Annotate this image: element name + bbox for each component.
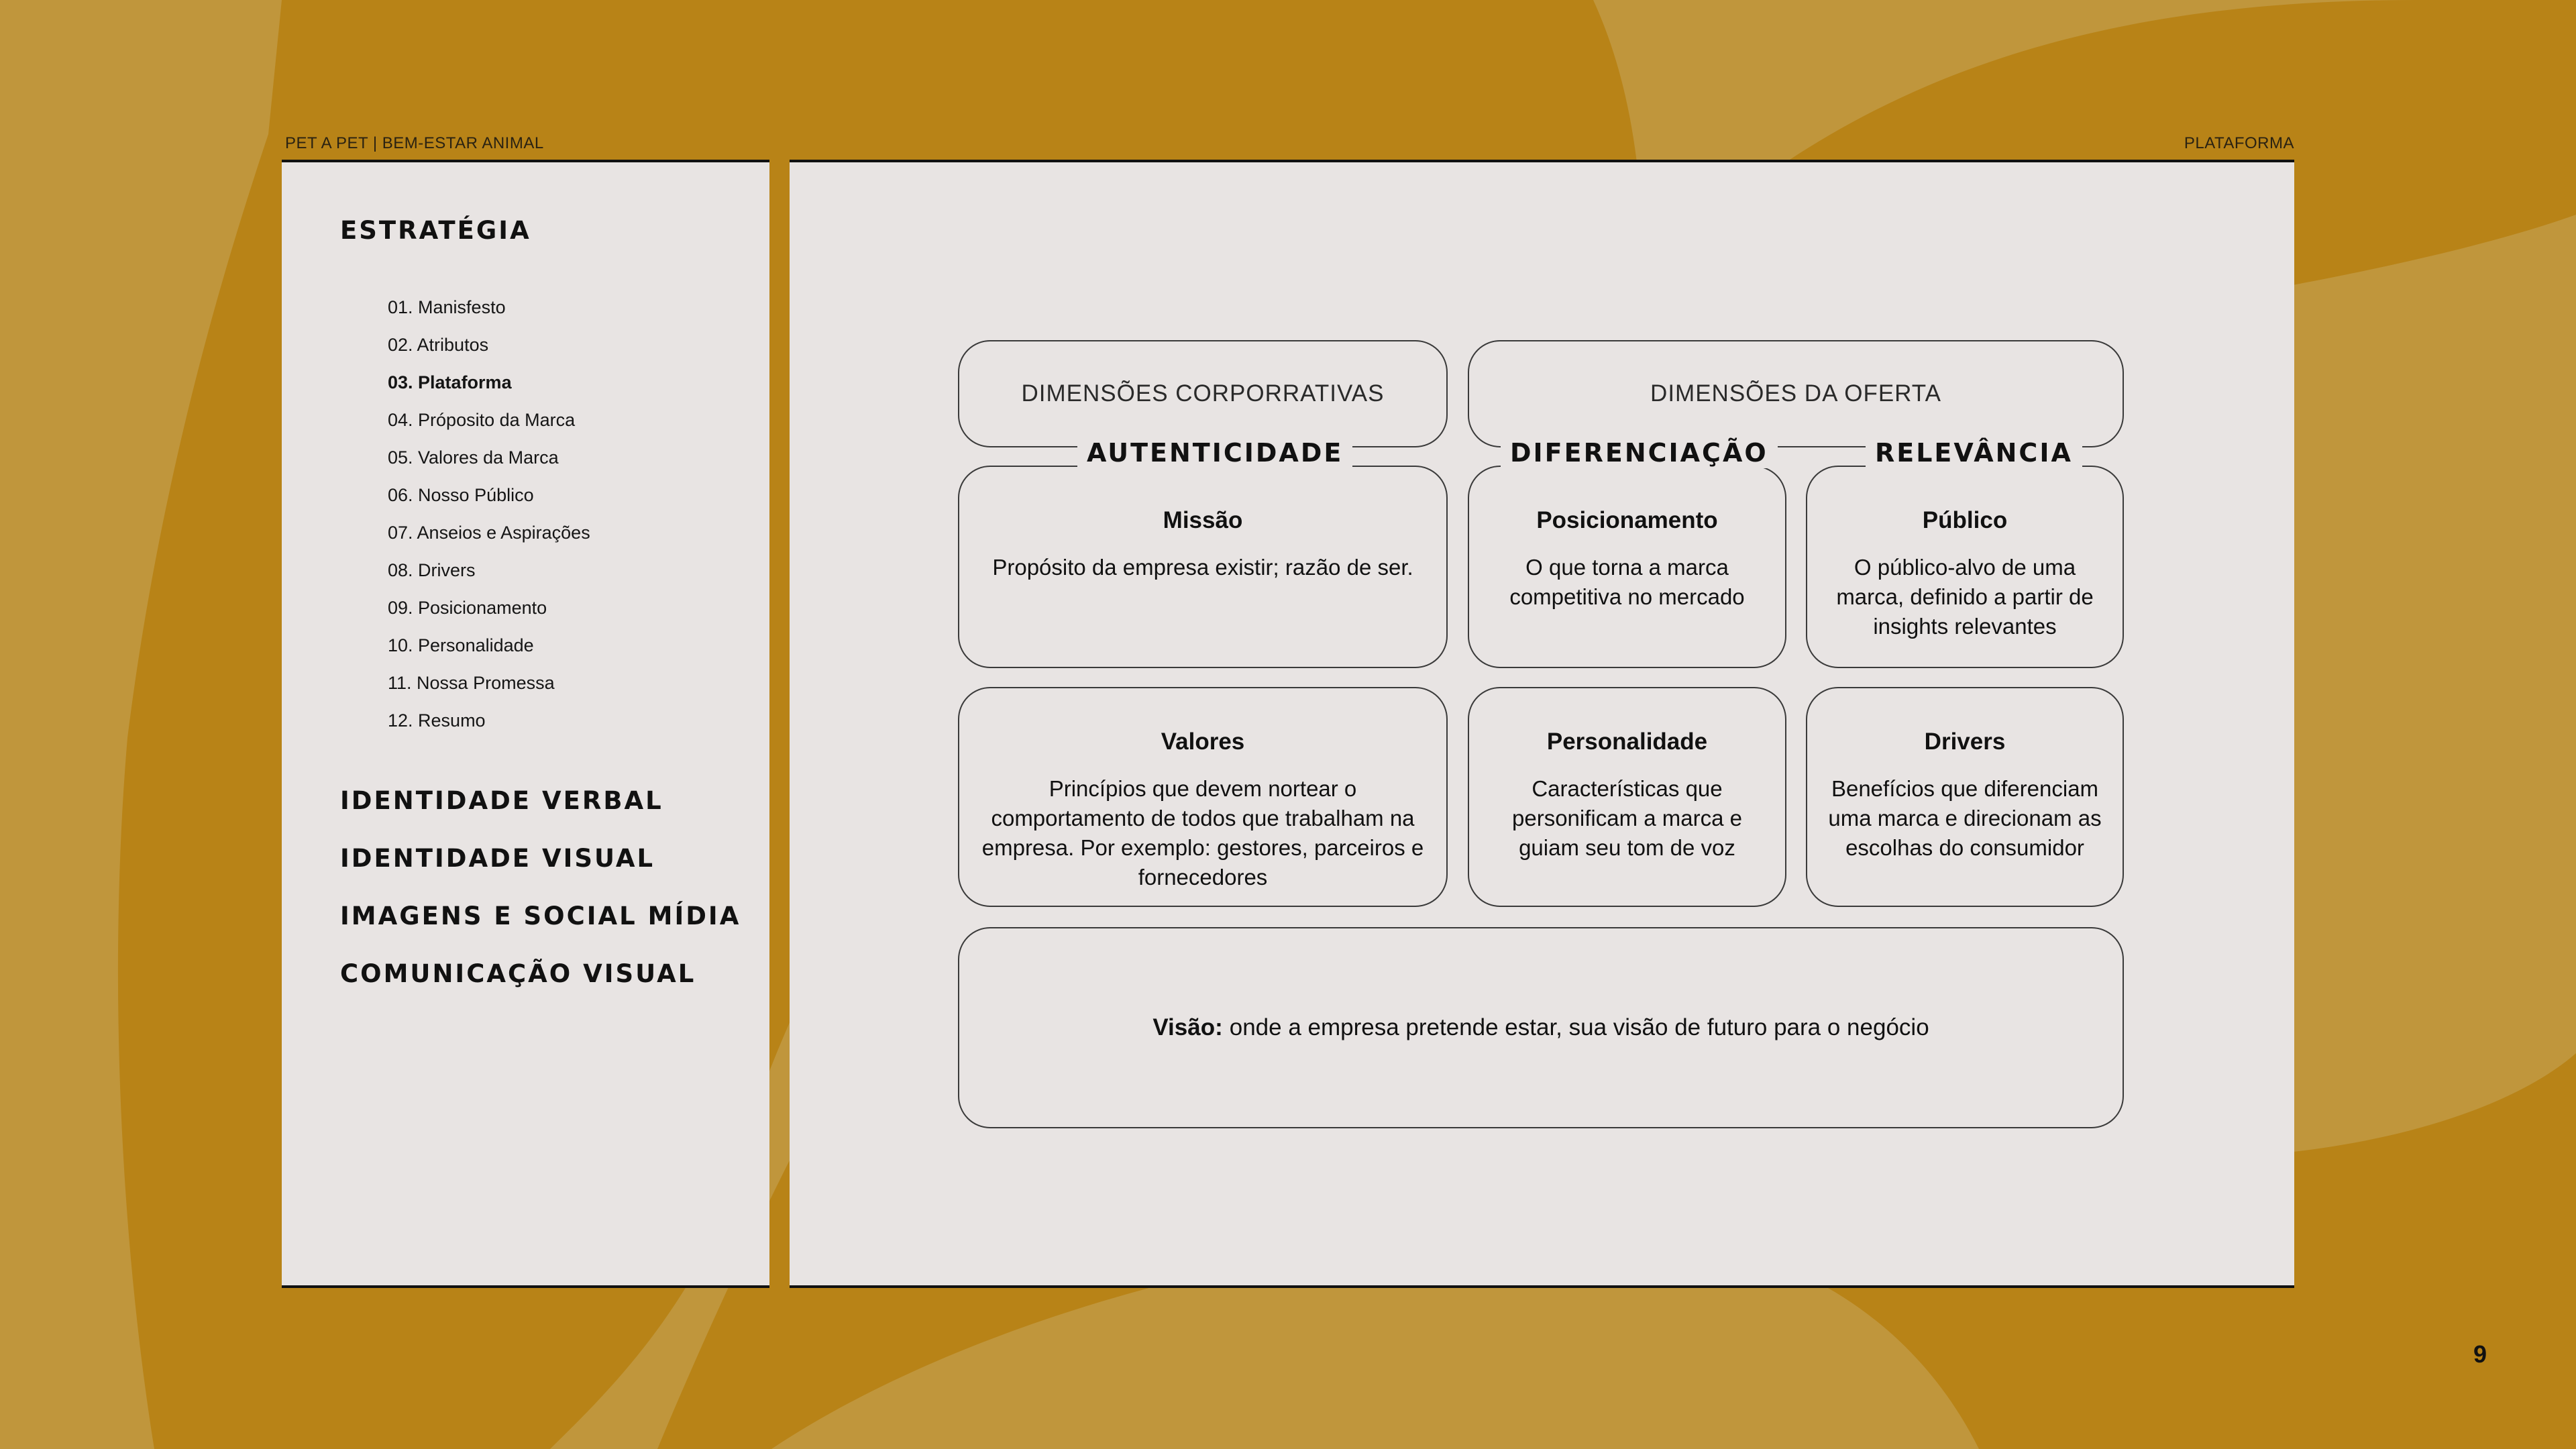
sidebar-section-identidade-verbal[interactable]: IDENTIDADE VERBAL bbox=[340, 786, 663, 815]
section-header: PLATAFORMA bbox=[2184, 134, 2294, 152]
sidebar-section-identidade-visual[interactable]: IDENTIDADE VISUAL bbox=[340, 844, 655, 873]
toc-list bbox=[388, 288, 590, 739]
card-drivers bbox=[1806, 687, 2124, 907]
corporate-dimensions-box bbox=[958, 340, 1448, 447]
card-text: O público-alvo de uma marca, definido a partir de insights relevantes bbox=[1836, 555, 2094, 639]
card-title: Público bbox=[1922, 507, 2008, 533]
vision-label: Visão: bbox=[1152, 1014, 1223, 1040]
card-text: Benefícios que diferenciam uma marca e direcionam as escolhas do consumidor bbox=[1828, 776, 2102, 860]
toc-item-valores[interactable]: 05. Valores da Marca bbox=[388, 447, 559, 468]
card-text: O que torna a marca competitiva no mercado bbox=[1509, 555, 1745, 609]
toc-item-publico[interactable]: 06. Nosso Público bbox=[388, 485, 534, 505]
toc-item-personalidade[interactable]: 10. Personalidade bbox=[388, 635, 534, 655]
toc-item-promessa[interactable]: 11. Nossa Promessa bbox=[388, 673, 555, 693]
corporate-dimensions-label: DIMENSÕES CORPORRATIVAS bbox=[1021, 380, 1385, 407]
card-text: Princípios que devem nortear o comportamento de todos que trabalham na empresa. Por exemplo: gestores, parceiros e fornecedores bbox=[981, 776, 1424, 890]
card-posicionamento bbox=[1468, 466, 1786, 668]
toc-item-plataforma[interactable]: 03. Plataforma bbox=[388, 372, 512, 392]
toc-item-proposito[interactable]: 04. Próposito da Marca bbox=[388, 410, 576, 430]
card-title: Posicionamento bbox=[1536, 507, 1718, 533]
card-title: Valores bbox=[1161, 729, 1245, 755]
card-missao bbox=[958, 466, 1448, 668]
offer-dimensions-box bbox=[1468, 340, 2124, 447]
page-number: 9 bbox=[2473, 1340, 2487, 1368]
sidebar-section-imagens-social[interactable]: IMAGENS E SOCIAL MÍDIA bbox=[340, 902, 741, 930]
toc-item-drivers[interactable]: 08. Drivers bbox=[388, 560, 476, 580]
toc-item-manifesto[interactable]: 01. Manisfesto bbox=[388, 297, 506, 317]
group-label-relevancia: RELEVÂNCIA bbox=[1866, 437, 2082, 468]
sidebar-panel bbox=[282, 160, 769, 1288]
card-title: Personalidade bbox=[1546, 729, 1708, 755]
sidebar-section-comunicacao-visual[interactable]: COMUNICAÇÃO VISUAL bbox=[340, 959, 696, 988]
group-label-diferenciacao: DIFERENCIAÇÃO bbox=[1501, 437, 1778, 468]
vision-box bbox=[958, 927, 2124, 1128]
card-valores bbox=[958, 687, 1448, 907]
card-personalidade bbox=[1468, 687, 1786, 907]
card-publico bbox=[1806, 466, 2124, 668]
toc-item-posicionamento[interactable]: 09. Posicionamento bbox=[388, 598, 547, 618]
toc-item-resumo[interactable]: 12. Resumo bbox=[388, 710, 486, 731]
card-text: Propósito da empresa existir; razão de ser. bbox=[992, 555, 1413, 580]
group-label-autenticidade: AUTENTICIDADE bbox=[1077, 437, 1352, 468]
offer-dimensions-label: DIMENSÕES DA OFERTA bbox=[1650, 380, 1941, 407]
sidebar-heading-estrategia[interactable]: ESTRATÉGIA bbox=[340, 216, 531, 245]
brand-header: PET A PET | BEM-ESTAR ANIMAL bbox=[285, 134, 544, 152]
vision-text: onde a empresa pretende estar, sua visão de futuro para o negócio bbox=[1229, 1014, 1929, 1040]
platform-diagram-panel bbox=[790, 160, 2294, 1288]
card-title: Drivers bbox=[1924, 729, 2006, 755]
card-title: Missão bbox=[1163, 507, 1243, 533]
card-text: Características que personificam a marca e guiam seu tom de voz bbox=[1512, 776, 1742, 860]
toc-item-atributos[interactable]: 02. Atributos bbox=[388, 335, 489, 355]
toc-item-anseios[interactable]: 07. Anseios e Aspirações bbox=[388, 523, 590, 543]
